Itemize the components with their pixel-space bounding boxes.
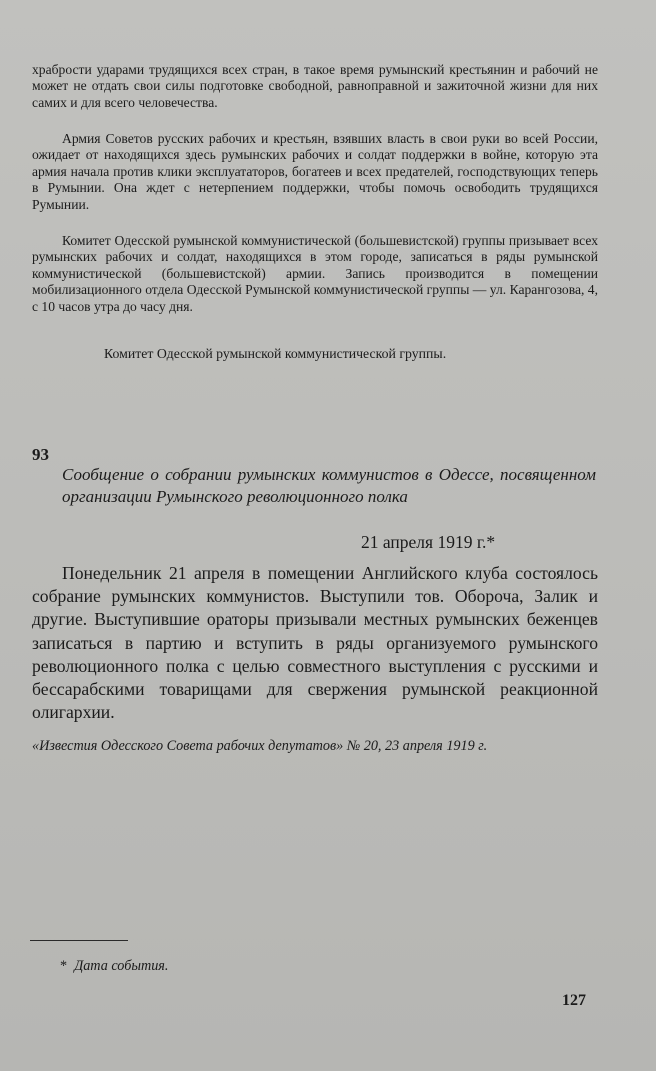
page-number: 127 — [562, 992, 586, 1009]
document-body: Понедельник 21 апреля в помещении Английского клуба состоялось собрание румынских коммунистов. Выступили тов. Оборочa, Залик и другие. Выступившие ораторы призывали местных румынских беженцев записаться в партию и вступить в ряды организуемого румынского революционного полка с целью совместного выступления с русскими и бессарабскими товарищами для свержения румынской реакционной олигархии. — [32, 563, 598, 723]
document-date: 21 апреля 1919 г.* — [361, 532, 496, 552]
paragraph-committee-appeal: Комитет Одесской румынской коммунистической (большевистской) группы призывает всех румынских рабочих и солдат, находящихся в этом городе, записаться в ряды румынской коммунистической (большевистской) армии. Запись производится в помещении мобилизационного отдела Одесской Румынской коммунистической группы — ул. Карангозова, 4, с 10 часов утра до часу дня. — [32, 233, 598, 314]
signature: Комитет Одесской румынской коммунистической группы. — [104, 346, 447, 361]
document-title: Сообщение о собрании румынских коммунистов в Одессе, посвященном организации Румынского революционного полка — [62, 465, 596, 506]
footnote-text: Дата события. — [74, 958, 169, 974]
paragraph-soviet-army: Армия Советов русских рабочих и крестьян, взявших власть в свои руки во всей России, ожидает от находящихся здесь румынских рабочих и солдат поддержки в войне, которую эта армия начала против клики эксплуататоров, богатеев и всех предателей, господствующих теперь в Румынии. Она ждет с нетерпением поддержки, чтобы помочь освободить трудящихся Румынии. — [32, 131, 598, 212]
document-source: «Известия Одесского Совета рабочих депутатов» № 20, 23 апреля 1919 г. — [32, 738, 488, 754]
paragraph-continuation: храбрости ударами трудящихся всех стран, в такое время румынский крестьянин и рабочий не может не отдать свои силы подготовке свободной, равноправной и зажиточной жизни для них самих и для всего человечества. — [32, 62, 598, 110]
document-number: 93 — [32, 445, 49, 464]
footnote — [60, 957, 168, 975]
footnote-divider — [30, 940, 128, 941]
footnote-mark: * — [60, 958, 68, 974]
